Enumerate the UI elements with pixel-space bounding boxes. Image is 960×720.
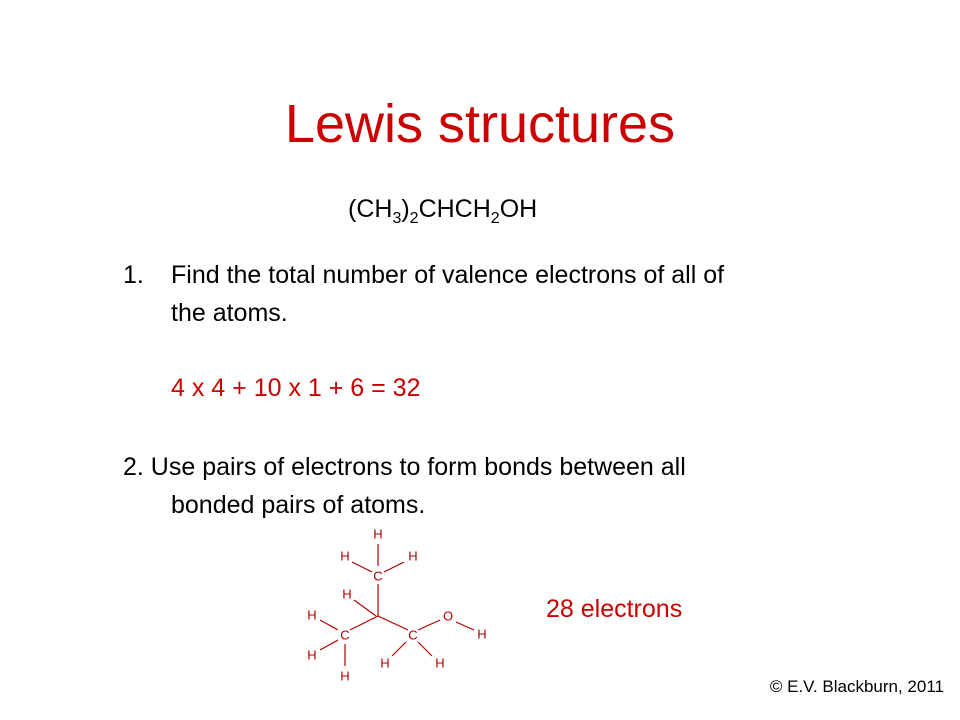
hydrogen-atom: H (373, 526, 383, 542)
step-2 (123, 448, 903, 528)
bond (352, 562, 372, 572)
carbon-atom: C (340, 627, 350, 643)
carbon-atom: C (408, 627, 418, 643)
hydrogen-atom: H (307, 607, 317, 623)
chemical-formula (348, 194, 538, 227)
formula-part: CHCH (418, 195, 491, 223)
carbon-atom: C (373, 568, 383, 584)
bond (418, 620, 440, 630)
electron-count-label: 28 electrons (546, 595, 683, 623)
hydrogen-atom: H (477, 626, 487, 642)
step-2-line-2: bonded pairs of atoms. (171, 491, 426, 519)
slide-title: Lewis structures (284, 94, 676, 154)
bond (320, 620, 338, 630)
formula-part: ) (401, 195, 410, 223)
step-2-line-1: 2. Use pairs of electrons to form bonds between all (123, 453, 686, 481)
hydrogen-atom: H (342, 586, 352, 602)
bond (384, 562, 404, 572)
formula-subscript: 2 (490, 210, 500, 227)
copyright-notice: © E.V. Blackburn, 2011 (769, 677, 944, 696)
bond (378, 616, 408, 630)
oxygen-atom: O (442, 608, 454, 624)
hydrogen-atom: H (380, 655, 390, 671)
formula-subscript: 2 (409, 210, 419, 227)
bond (392, 642, 406, 656)
hydrogen-atom: H (340, 548, 350, 564)
bond (320, 640, 338, 650)
step-1 (123, 256, 903, 336)
bond (418, 642, 432, 656)
hydrogen-atom: H (408, 548, 418, 564)
lewis-structure-diagram (290, 520, 510, 690)
valence-calculation: 4 x 4 + 10 x 1 + 6 = 32 (171, 374, 421, 402)
formula-part: OH (499, 195, 538, 223)
formula-subscript: 3 (392, 210, 402, 227)
hydrogen-atom: H (307, 647, 317, 663)
step-1-number: 1. (123, 261, 144, 289)
hydrogen-atom: H (435, 655, 445, 671)
hydrogen-atom: H (340, 668, 350, 684)
step-1-line-1: Find the total number of valence electrons of all of (171, 261, 725, 289)
bond (354, 600, 376, 616)
bond (350, 616, 378, 630)
bond (456, 622, 474, 630)
formula-part: (CH (348, 195, 393, 223)
step-1-line-2: the atoms. (171, 299, 288, 327)
